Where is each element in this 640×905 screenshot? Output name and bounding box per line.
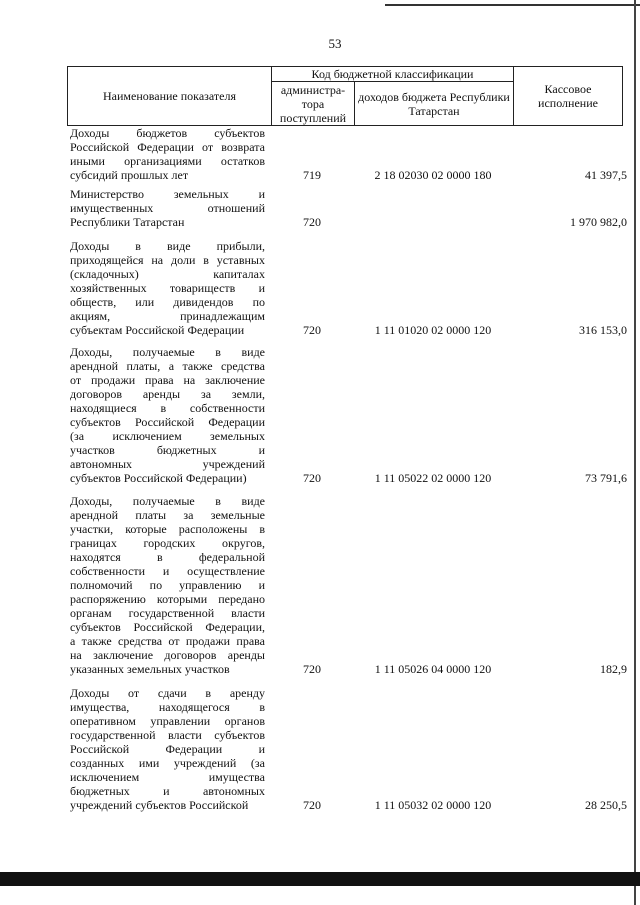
income-code: 1 11 05032 02 0000 120 xyxy=(374,798,492,812)
indicator-name-line: договоров аренды за земли, xyxy=(70,387,265,401)
indicator-name-line: хозяйственных товариществ и xyxy=(70,281,265,295)
indicator-name-line: акциям, принадлежащим xyxy=(70,309,265,323)
indicator-name-line: бюджетных и автономных xyxy=(70,784,265,798)
indicator-name-line: границах городских округов, xyxy=(70,536,265,550)
indicator-name-line: Доходы от сдачи в аренду xyxy=(70,686,265,700)
header-code-group: Код бюджетной классификации xyxy=(271,66,514,82)
indicator-name-line: полномочий по управлению и xyxy=(70,578,265,592)
indicator-name-line: участков бюджетных и xyxy=(70,443,265,457)
admin-code: 720 xyxy=(303,215,321,229)
indicator-name-line: находятся в федеральной xyxy=(70,550,265,564)
admin-code: 720 xyxy=(303,323,321,337)
kassovoe-amount: 182,9 xyxy=(600,662,627,676)
indicator-name-line: Доходы, получаемые в виде xyxy=(70,345,265,359)
indicator-name-line: субсидий прошлых лет xyxy=(70,168,189,182)
kassovoe-amount: 28 250,5 xyxy=(585,798,627,812)
scan-top-edge xyxy=(385,4,640,6)
kassovoe-amount: 73 791,6 xyxy=(585,471,627,485)
indicator-name-line: имущественных отношений xyxy=(70,201,265,215)
indicator-name-line: Доходы, получаемые в виде xyxy=(70,494,265,508)
indicator-name-line: Доходы бюджетов субъектов xyxy=(70,126,265,140)
indicator-name-line: (за исключением земельных xyxy=(70,429,265,443)
indicator-name-line: Министерство земельных и xyxy=(70,187,265,201)
indicator-name-line: учреждений субъектов Российской xyxy=(70,798,249,812)
indicator-name-line: Республики Татарстан xyxy=(70,215,185,229)
header-admin-column: администра-тора поступлений xyxy=(271,81,355,126)
indicator-name-line: Доходы в виде прибыли, xyxy=(70,239,265,253)
table-row xyxy=(67,187,627,229)
table-row xyxy=(67,686,627,812)
indicator-name-line: Российской Федерации от возврата xyxy=(70,140,265,154)
indicator-name-line: распоряжению которыми передано xyxy=(70,592,265,606)
indicator-name-line: автономных учреждений xyxy=(70,457,265,471)
kassovoe-amount: 1 970 982,0 xyxy=(570,215,627,229)
indicator-name-line: исключением имущества xyxy=(70,770,265,784)
indicator-name xyxy=(70,686,265,812)
indicator-name-line: а также средства от продажи права xyxy=(70,634,265,648)
indicator-name-line: органам государственной власти xyxy=(70,606,265,620)
scan-right-edge xyxy=(634,0,636,905)
admin-code: 720 xyxy=(303,471,321,485)
indicator-name-line: арендной платы, а также средства xyxy=(70,359,265,373)
indicator-name-line: Российской Федерации и xyxy=(70,742,265,756)
table-row xyxy=(67,239,627,337)
indicator-name-line: указанных земельных участков xyxy=(70,662,230,676)
indicator-name-line: субъектов Российской Федерации) xyxy=(70,471,247,485)
indicator-name xyxy=(70,126,265,182)
income-code: 1 11 05026 04 0000 120 xyxy=(374,662,492,676)
indicator-name-line: обществ, или дивидендов по xyxy=(70,295,265,309)
income-code: 1 11 05022 02 0000 120 xyxy=(374,471,492,485)
indicator-name xyxy=(70,345,265,485)
indicator-name-line: государственной власти субъектов xyxy=(70,728,265,742)
table-row xyxy=(67,345,627,485)
indicator-name-line: собственности и осуществление xyxy=(70,564,265,578)
indicator-name xyxy=(70,187,265,229)
indicator-name-line: оперативном управлении органов xyxy=(70,714,265,728)
indicator-name-line: иными организациями остатков xyxy=(70,154,265,168)
scan-bottom-band xyxy=(0,872,640,886)
indicator-name-line: приходящейся на доли в уставных xyxy=(70,253,265,267)
header-kassovoe-column: Кассовое исполнение xyxy=(513,66,623,126)
table-row xyxy=(67,494,627,676)
header-income-code-column: доходов бюджета Республики Татарстан xyxy=(354,81,514,126)
page-number: 53 xyxy=(328,36,342,51)
indicator-name-line: субъектам Российской Федерации xyxy=(70,323,245,337)
admin-code: 720 xyxy=(303,662,321,676)
indicator-name-line: созданных ими учреждений (за xyxy=(70,756,265,770)
indicator-name-line: субъектов Российской Федерации xyxy=(70,415,265,429)
indicator-name-line: арендной платы за земельные xyxy=(70,508,265,522)
indicator-name-line: участки, которые расположены в xyxy=(70,522,265,536)
indicator-name-line: имущества, находящегося в xyxy=(70,700,265,714)
indicator-name-line: субъектов Российской Федерации, xyxy=(70,620,265,634)
table-row xyxy=(67,126,627,182)
header-name-column: Наименование показателя xyxy=(67,66,272,126)
indicator-name xyxy=(70,239,265,337)
indicator-name-line: находящиеся в собственности xyxy=(70,401,265,415)
income-code: 2 18 02030 02 0000 180 xyxy=(374,168,492,182)
kassovoe-amount: 316 153,0 xyxy=(579,323,627,337)
admin-code: 719 xyxy=(303,168,321,182)
indicator-name xyxy=(70,494,265,676)
indicator-name-line: от продажи права на заключение xyxy=(70,373,265,387)
income-code: 1 11 01020 02 0000 120 xyxy=(374,323,492,337)
indicator-name-line: (складочных) капиталах xyxy=(70,267,265,281)
kassovoe-amount: 41 397,5 xyxy=(585,168,627,182)
indicator-name-line: на заключение договоров аренды xyxy=(70,648,265,662)
admin-code: 720 xyxy=(303,798,321,812)
